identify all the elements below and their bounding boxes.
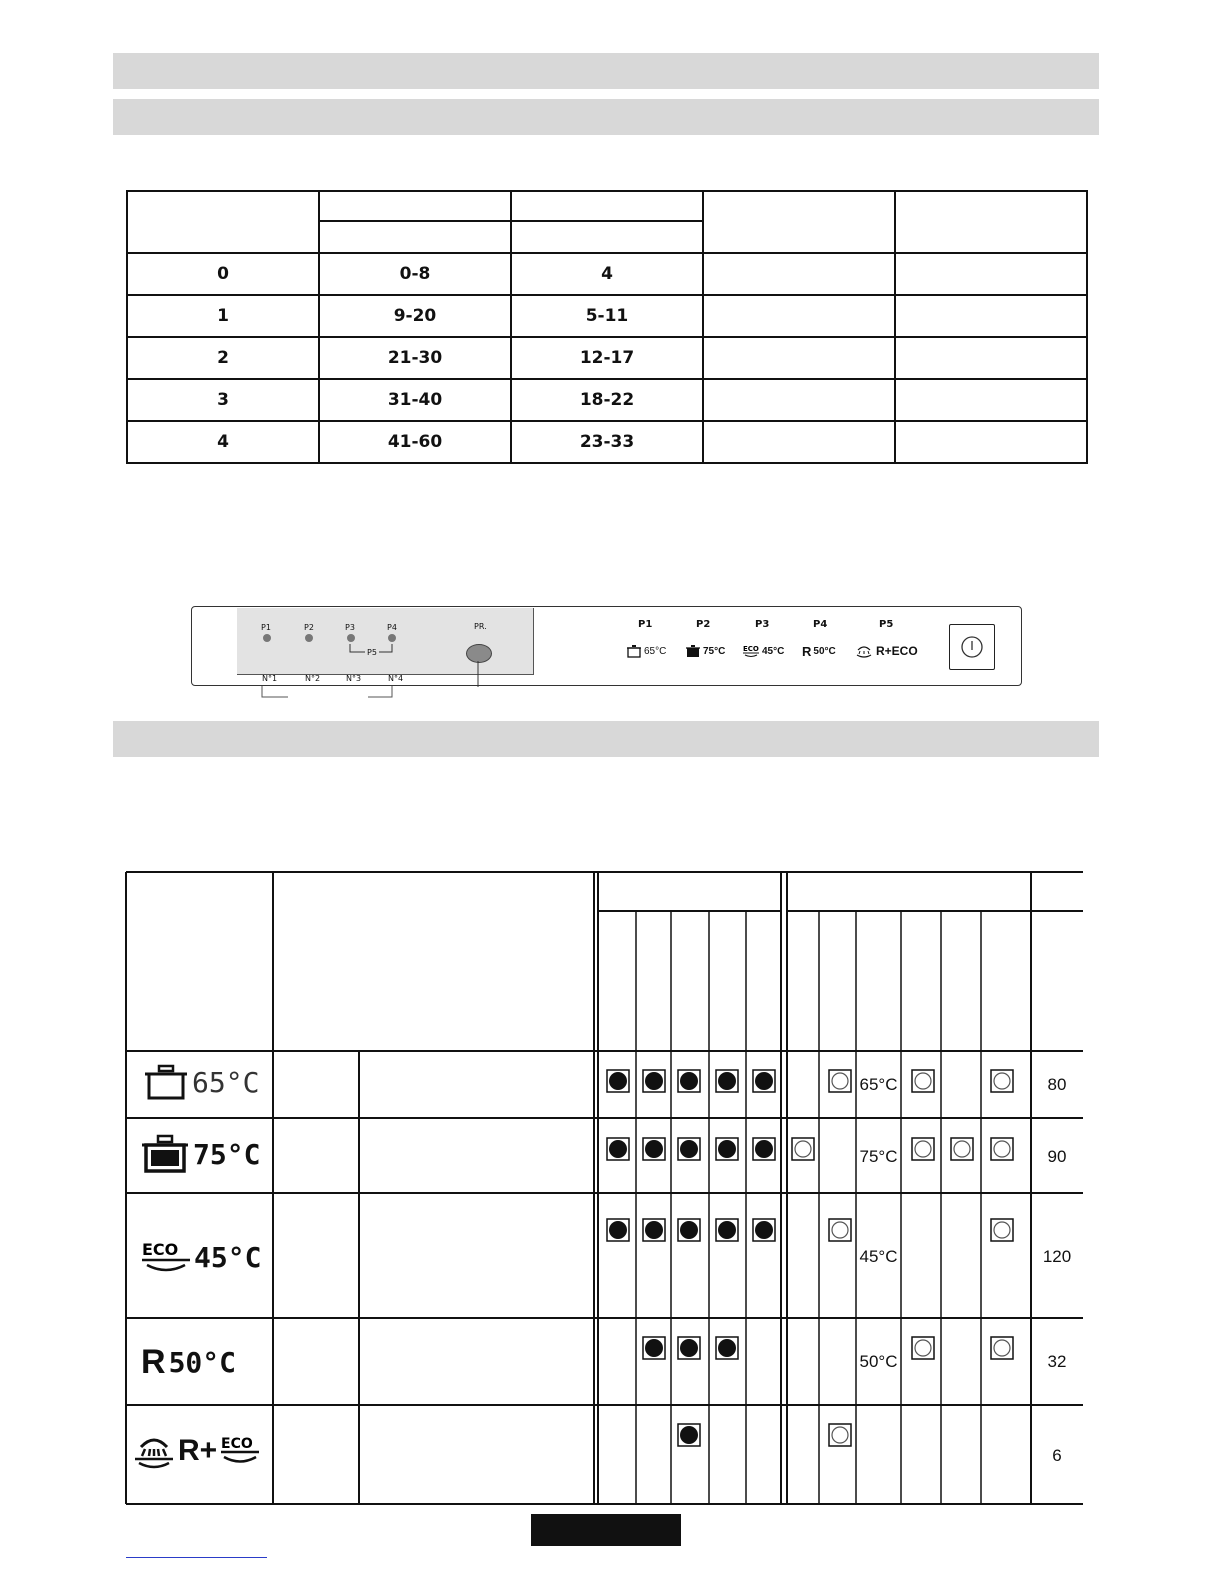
- range-cell: 4: [511, 253, 703, 295]
- row3-icon: [141, 1240, 261, 1274]
- svg-text:ECO: ECO: [743, 645, 759, 653]
- row1-temp-label: 65°C: [192, 1065, 260, 1099]
- prog-p5-temp: R+ECO: [876, 644, 918, 658]
- prog-p3-temp: 45°C: [762, 645, 785, 657]
- eco-icon: [220, 1434, 260, 1468]
- prog-p4-temp: 50°C: [813, 645, 836, 657]
- footer-link[interactable]: [126, 1557, 267, 1558]
- marks-layer: [607, 1070, 1013, 1446]
- selector-n3: N°3: [346, 674, 362, 683]
- row2-wash-temp: 75°C: [859, 1147, 898, 1166]
- level-cell: 0: [127, 253, 319, 295]
- prog-label-p2: P2: [696, 619, 711, 630]
- filled-indicator-icon: [678, 1424, 700, 1446]
- filled-indicator-icon: [716, 1219, 738, 1241]
- prog-label-p3: P3: [755, 619, 770, 630]
- open-indicator-icon: [991, 1337, 1013, 1359]
- row1-icon: [143, 1062, 259, 1102]
- led-label-p5: P5: [367, 648, 377, 657]
- pot-icon: [143, 1062, 189, 1102]
- row1-duration: 80: [1047, 1075, 1067, 1094]
- open-indicator-icon: [991, 1219, 1013, 1241]
- filled-indicator-icon: [643, 1070, 665, 1092]
- row2-duration: 90: [1047, 1147, 1067, 1166]
- range-cell: 12-17: [511, 337, 703, 379]
- range-cell: 23-33: [511, 421, 703, 463]
- open-indicator-icon: [912, 1138, 934, 1160]
- row1-wash-temp: 65°C: [859, 1075, 898, 1094]
- open-indicator-icon: [829, 1070, 851, 1092]
- open-indicator-icon: [829, 1219, 851, 1241]
- filled-indicator-icon: [607, 1138, 629, 1160]
- led-label-p2: P2: [304, 623, 314, 632]
- open-indicator-icon: [912, 1337, 934, 1359]
- open-indicator-icon: [829, 1424, 851, 1446]
- row4-temp-label: 50°C: [168, 1346, 236, 1379]
- selector-n1: N°1: [262, 674, 278, 683]
- filled-indicator-icon: [678, 1337, 700, 1359]
- prog-label-p5: P5: [879, 619, 894, 630]
- row5-duration: 6: [1052, 1446, 1062, 1465]
- row5-temp-label: R+: [178, 1434, 218, 1467]
- eco-icon: [141, 1240, 191, 1274]
- shower-icon: [133, 1431, 175, 1471]
- filled-indicator-icon: [607, 1219, 629, 1241]
- pot-filled-icon: [140, 1133, 190, 1175]
- page-number-box: [531, 1514, 681, 1546]
- pr-label: PR.: [474, 622, 487, 631]
- filled-indicator-icon: [753, 1219, 775, 1241]
- level-cell: 2: [127, 337, 319, 379]
- eco-text-2: ECO: [221, 1436, 253, 1452]
- row4-duration: 32: [1047, 1352, 1067, 1371]
- open-indicator-icon: [951, 1138, 973, 1160]
- row3-temp-label: 45°C: [194, 1240, 262, 1274]
- filled-indicator-icon: [678, 1138, 700, 1160]
- filled-indicator-icon: [607, 1070, 629, 1092]
- led-label-p1: P1: [261, 623, 271, 632]
- eco-text: ECO: [142, 1240, 179, 1259]
- level-cell: 1: [127, 295, 319, 337]
- led-label-p3: P3: [345, 623, 355, 632]
- open-indicator-icon: [991, 1070, 1013, 1092]
- level-cell: 4: [127, 421, 319, 463]
- selector-n4: N°4: [388, 674, 404, 683]
- filled-indicator-icon: [678, 1219, 700, 1241]
- prog-label-p4: P4: [813, 619, 828, 630]
- row2-icon: [140, 1133, 260, 1175]
- range-cell: 5-11: [511, 295, 703, 337]
- filled-indicator-icon: [716, 1337, 738, 1359]
- row5-icon: [133, 1431, 260, 1471]
- row2-temp-label: 75°C: [193, 1137, 261, 1171]
- range-cell: 41-60: [319, 421, 511, 463]
- range-cell: 21-30: [319, 337, 511, 379]
- selector-n2: N°2: [305, 674, 321, 683]
- filled-indicator-icon: [643, 1138, 665, 1160]
- filled-indicator-icon: [716, 1070, 738, 1092]
- open-indicator-icon: [991, 1138, 1013, 1160]
- open-indicator-icon: [792, 1138, 814, 1160]
- range-cell: 0-8: [319, 253, 511, 295]
- row4-icon: [141, 1343, 236, 1382]
- filled-indicator-icon: [753, 1070, 775, 1092]
- row3-duration: 120: [1042, 1247, 1072, 1266]
- range-cell: 9-20: [319, 295, 511, 337]
- prog-p2-temp: 75°C: [703, 645, 726, 657]
- range-cell: 31-40: [319, 379, 511, 421]
- open-indicator-icon: [912, 1070, 934, 1092]
- filled-indicator-icon: [678, 1070, 700, 1092]
- filled-indicator-icon: [716, 1138, 738, 1160]
- range-cell: 18-22: [511, 379, 703, 421]
- row4-wash-temp: 50°C: [859, 1352, 898, 1371]
- filled-indicator-icon: [643, 1337, 665, 1359]
- led-label-p4: P4: [387, 623, 397, 632]
- level-cell: 3: [127, 379, 319, 421]
- filled-indicator-icon: [643, 1219, 665, 1241]
- row3-wash-temp: 45°C: [859, 1247, 898, 1266]
- filled-indicator-icon: [753, 1138, 775, 1160]
- rinse-r-icon: R: [802, 643, 812, 659]
- rinse-r-icon: R: [141, 1343, 166, 1381]
- prog-p1-temp: 65°C: [644, 645, 667, 657]
- prog-label-p1: P1: [638, 619, 653, 630]
